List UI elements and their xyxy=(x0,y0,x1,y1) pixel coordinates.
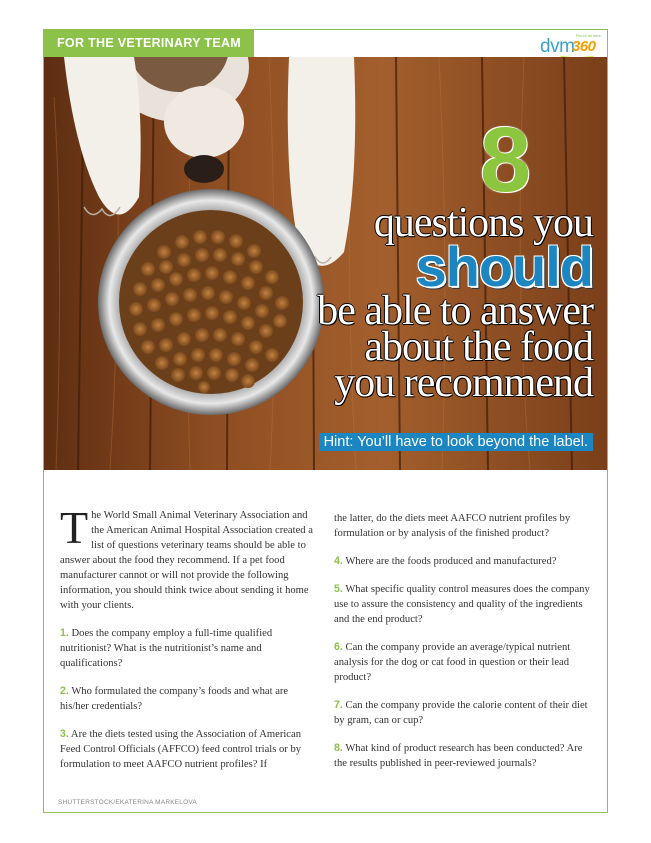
dvm360-logo xyxy=(540,33,606,59)
headline-line-4: you recommend xyxy=(334,360,593,406)
question-8: 8. What kind of product research has been conducted? Are the results published in peer-reviewed journals? xyxy=(334,742,583,769)
article-column-right xyxy=(334,511,590,784)
drop-cap: T xyxy=(60,502,89,553)
headline-emphasis: should xyxy=(415,235,593,298)
question-4: 4. Where are the foods produced and manufactured? xyxy=(334,555,557,567)
logo-number: 360 xyxy=(572,38,596,55)
question-3: 3. Are the diets tested using the Association of American Feed Control Officials (AFFCO) feed control trials or by formulation to meet AAFCO nutrient profiles? If xyxy=(60,728,302,770)
headline-line-3: about the food xyxy=(364,324,593,370)
question-5: 5. What specific quality control measures does the company use to assure the consistency and quality of the ingredients and the end product? xyxy=(334,583,590,625)
headline-hint: Hint: You’ll have to look beyond the label. xyxy=(319,433,593,451)
headline-line-2: be able to answer xyxy=(317,288,593,334)
photo-credit: SHUTTERSTOCK/EKATERINA MARKELOVA xyxy=(58,799,197,806)
headline-line-1: questions you xyxy=(373,200,593,246)
question-7: 7. Can the company provide the calorie content of their diet by gram, can or cup? xyxy=(334,699,588,726)
question-2: 2. Who formulated the company’s foods and what are his/her credentials? xyxy=(60,685,289,712)
article-column-left xyxy=(60,502,314,785)
logo-brand: dvm xyxy=(540,36,575,57)
headline-number: 8 xyxy=(479,109,531,211)
section-tag: FOR THE VETERINARY TEAM xyxy=(43,29,254,57)
hero-image xyxy=(44,57,607,470)
intro-paragraph xyxy=(60,502,314,613)
headline xyxy=(317,109,593,406)
intro-text: he World Small Animal Veterinary Association and the American Animal Hospital Association created a list of questions veterinary teams should be able to answer about the food they recommend. If a pet food manufacturer cannot or will not provide the following information, you should think twice about sending it home with your clients. xyxy=(60,510,313,611)
question-1: 1. Does the company employ a full-time qualified nutritionist? What is the nutritionist’s name and qualifications? xyxy=(60,627,273,669)
question-3-continuation: the latter, do the diets meet AAFCO nutrient profiles by formulation or by analysis of the finished product? xyxy=(334,513,571,539)
logo-tagline: Find it all here. xyxy=(575,33,602,38)
question-6: 6. Can the company provide an average/typical nutrient analysis for the dog or cat food in question or their lead product? xyxy=(334,641,571,683)
